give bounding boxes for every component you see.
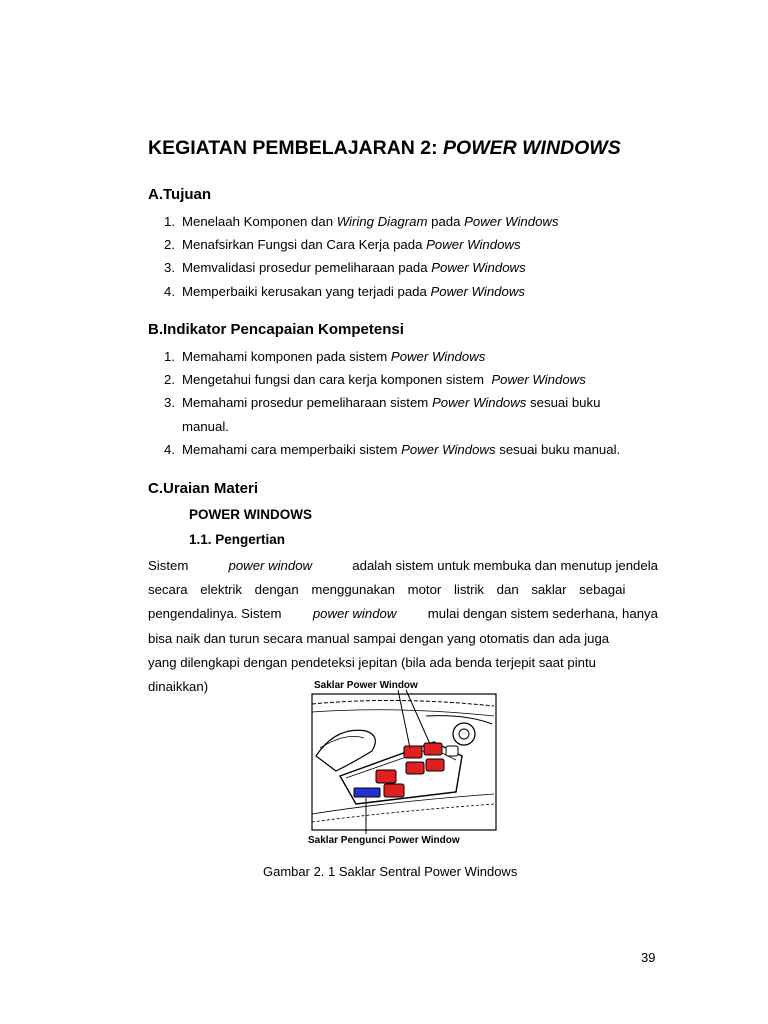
power-window-switch-figure bbox=[306, 676, 498, 848]
paragraph-line: yang dilengkapi dengan pendeteksi jepitan (bila ada benda terjepit saat pintu bbox=[148, 654, 596, 670]
list-item: 1. Memahami komponen pada sistem Power Windows bbox=[164, 349, 486, 364]
paragraph-line: bisa naik dan turun secara manual sampai dengan yang otomatis dan ada juga bbox=[148, 630, 610, 646]
paragraph-line: secara elektrik dengan menggunakan motor listrik dan saklar sebagai bbox=[148, 582, 626, 598]
list-item: 4. Memperbaiki kerusakan yang terjadi pada Power Windows bbox=[164, 283, 525, 299]
list-item: 2. Mengetahui fungsi dan cara kerja komponen sistem Power Windows bbox=[164, 372, 586, 388]
list-item: 1. Menelaah Komponen dan Wiring Diagram pada Power Windows bbox=[164, 214, 559, 229]
subsection-title: 1.1. Pengertian bbox=[189, 532, 286, 547]
section-a-list bbox=[164, 210, 559, 303]
subheading: POWER WINDOWS bbox=[189, 507, 312, 522]
figure-label-top: Saklar Power Window bbox=[314, 680, 418, 691]
page-title-italic: POWER WINDOWS bbox=[443, 137, 621, 159]
page-number: 39 bbox=[641, 950, 656, 965]
list-item: 3. Memahami prosedur pemeliharaan sistem Power Windows sesuai buku bbox=[164, 395, 601, 411]
switch-panel-illustration bbox=[306, 676, 498, 848]
section-b-heading: B.Indikator Pencapaian Kompetensi bbox=[148, 321, 404, 338]
section-c-heading: C.Uraian Materi bbox=[148, 480, 259, 497]
figure-caption: Gambar 2. 1 Saklar Sentral Power Windows bbox=[263, 864, 518, 879]
paragraph-line: dinaikkan) bbox=[148, 679, 209, 695]
paragraph-line: Sistem power window adalah sistem untuk membuka dan menutup jendela bbox=[148, 558, 658, 573]
figure-label-bottom: Saklar Pengunci Power Window bbox=[308, 835, 460, 846]
section-b-list bbox=[164, 345, 620, 461]
section-a-heading: A.Tujuan bbox=[148, 186, 212, 203]
list-item: 2. Menafsirkan Fungsi dan Cara Kerja pada Power Windows bbox=[164, 237, 521, 253]
page-title: KEGIATAN PEMBELAJARAN 2: POWER WINDOWS bbox=[148, 137, 621, 159]
list-item-continuation: manual. bbox=[182, 418, 229, 434]
list-item: 4. Memahami cara memperbaiki sistem Power Windows sesuai buku manual. bbox=[164, 441, 621, 457]
list-item: 3. Memvalidasi prosedur pemeliharaan pada Power Windows bbox=[164, 260, 526, 276]
paragraph-line: pengendalinya. Sistem power window mulai dengan sistem sederhana, hanya bbox=[148, 606, 658, 622]
